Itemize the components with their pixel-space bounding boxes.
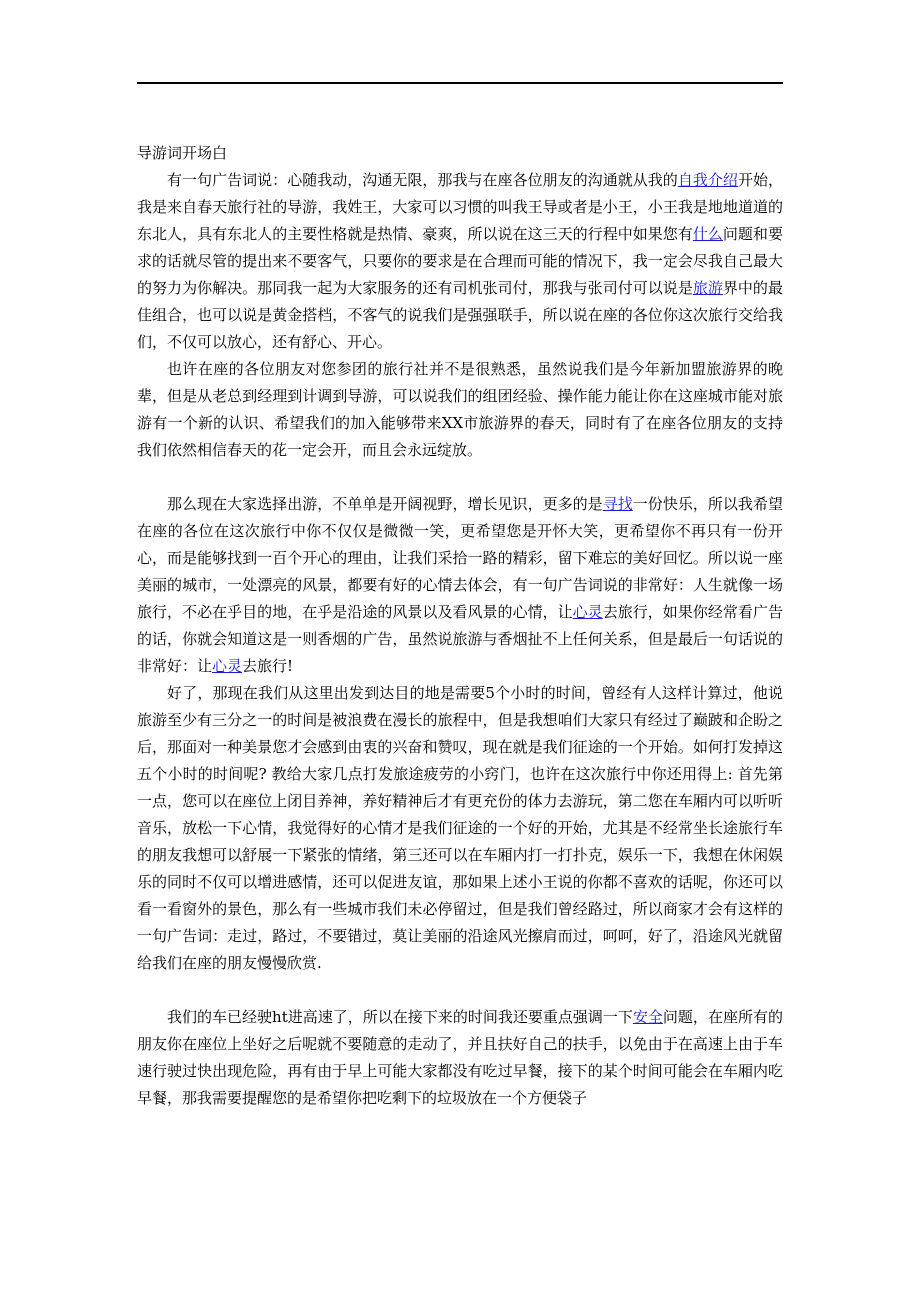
- paragraph-3: [137, 491, 783, 680]
- paragraph-text: 那么现在大家选择出游，不单单是开阔视野，增长见识，更多的是: [167, 495, 603, 513]
- header-rule: [137, 82, 783, 84]
- document-title: 导游词开场白: [137, 144, 228, 162]
- link-tourism[interactable]: 旅游: [692, 279, 723, 297]
- link-seek[interactable]: 寻找: [602, 495, 633, 513]
- link-self-introduction[interactable]: 自我介绍: [677, 171, 738, 189]
- paragraph-text: 有一句广告词说：心随我动，沟通无限，那我与在座各位朋友的沟通就从我的: [167, 171, 678, 189]
- paragraph-text: 也许在座的各位朋友对您参团的旅行社并不是很熟悉，虽然说我们是今年新加盟旅游界的晚辈，但是从老总到经理到计调到导游，可以说我们的组团经验、操作能力能让你在这座城市能对旅游有一个新的认识、希望我们的加入能够带来XX市旅游界的春天，同时有了在座各位朋友的支持我们依然相信春天的花一定会开，而且会永远绽放。: [137, 360, 783, 459]
- link-safety[interactable]: 安全: [632, 1008, 663, 1026]
- paragraph-gap: [137, 464, 783, 491]
- paragraph-text: 开始，我是来自春天旅行社的导游，我姓王，大家可以习惯的叫我王导或者是小王，小王我是地地道道的东北人，具有东北人的主要性格就是热情、豪爽，所以说在这三天的行程中如果您有: [137, 171, 783, 243]
- link-soul[interactable]: 心灵: [572, 603, 603, 621]
- paragraph-5: [137, 1004, 783, 1112]
- paragraph-2: [137, 356, 783, 464]
- paragraph-text: 去旅行!: [242, 657, 294, 675]
- paragraph-text: 好了，那现在我们从这里出发到达目的地是需要5个小时的时间，曾经有人这样计算过，他说旅游至少有三分之一的时间是被浪费在漫长的旅程中，但是我想咱们大家只有经过了巅跛和企盼之后，那面对一种美景您才会感到由衷的兴奋和赞叹，现在就是我们征途的一个开始。如何打发掉这五个小时的时间呢? 教给大家几点打发旅途疲劳的小窍门，也许在这次旅行中你还用得上: 首先第一点，您可以在座位上闭目养神，养好精神后才有更充份的体力去游玩，第二您在车厢内可以听听音乐，放松一下心情，我觉得好的心情才是我们征途的一个好的开始，尤其是不经常坐长途旅行车的朋友我想可以舒展一下紧张的情绪，第三还可以在车厢内打一打扑克，娱乐一下，我想在休闲娱乐的同时不仅可以增进感情，还可以促进友谊，那如果上述小王说的你都不喜欢的话呢，你还可以看一看窗外的景色，那么有一些城市我们未必停留过，但是我们曾经路过，所以商家才会有这样的一句广告词：走过，路过，不要错过，莫让美丽的沿途风光擦肩而过，呵呵，好了，沿途风光就留给我们在座的朋友慢慢欣赏.: [137, 684, 783, 972]
- paragraph-text: 我们的车已经驶ht进高速了，所以在接下来的时间我还要重点强调一下: [167, 1008, 633, 1026]
- paragraph-text: 问题和要求的话就尽管的提出来不要客气，只要你的要求是在合理而可能的情况下，我一定会尽我自己最大的努力为你解决。那同我一起为大家服务的还有司机张司付，那我与张司付可以说是: [137, 225, 783, 297]
- link-what[interactable]: 什么: [692, 225, 723, 243]
- document-body: [137, 140, 783, 1112]
- link-soul-2[interactable]: 心灵: [212, 657, 243, 675]
- paragraph-1: [137, 167, 783, 356]
- paragraph-gap: [137, 977, 783, 1004]
- paragraph-text: 一份快乐，所以我希望在座的各位在这次旅行中你不仅仅是微微一笑，更希望您是开怀大笑，更希望你不再只有一份开心，而是能够找到一百个开心的理由，让我们采拾一路的精彩，留下难忘的美好回忆。所以说一座美丽的城市，一处漂亮的风景，都要有好的心情去体会，有一句广告词说的非常好：人生就像一场旅行，不必在乎目的地，在乎是沿途的风景以及看风景的心情，让: [137, 495, 783, 621]
- paragraph-text: 去旅行，如果你经常看广告的话，你就会知道这是一则香烟的广告，虽然说旅游与香烟扯不上任何关系，但是最后一句话说的非常好：让: [137, 603, 783, 675]
- paragraph-4: [137, 680, 783, 977]
- paragraph-text: 界中的最佳组合，也可以说是黄金搭档，不客气的说我们是强强联手，所以说在座的各位你这次旅行交给我们，不仅可以放心，还有舒心、开心。: [137, 279, 783, 351]
- paragraph-text: 问题，在座所有的朋友你在座位上坐好之后呢就不要随意的走动了，并且扶好自己的扶手，以免由于在高速上由于车速行驶过快出现危险，再有由于早上可能大家都没有吃过早餐，接下的某个时间可能会在车厢内吃早餐，那我需要提醒您的是希望你把吃剩下的垃圾放在一个方便袋子: [137, 1008, 783, 1107]
